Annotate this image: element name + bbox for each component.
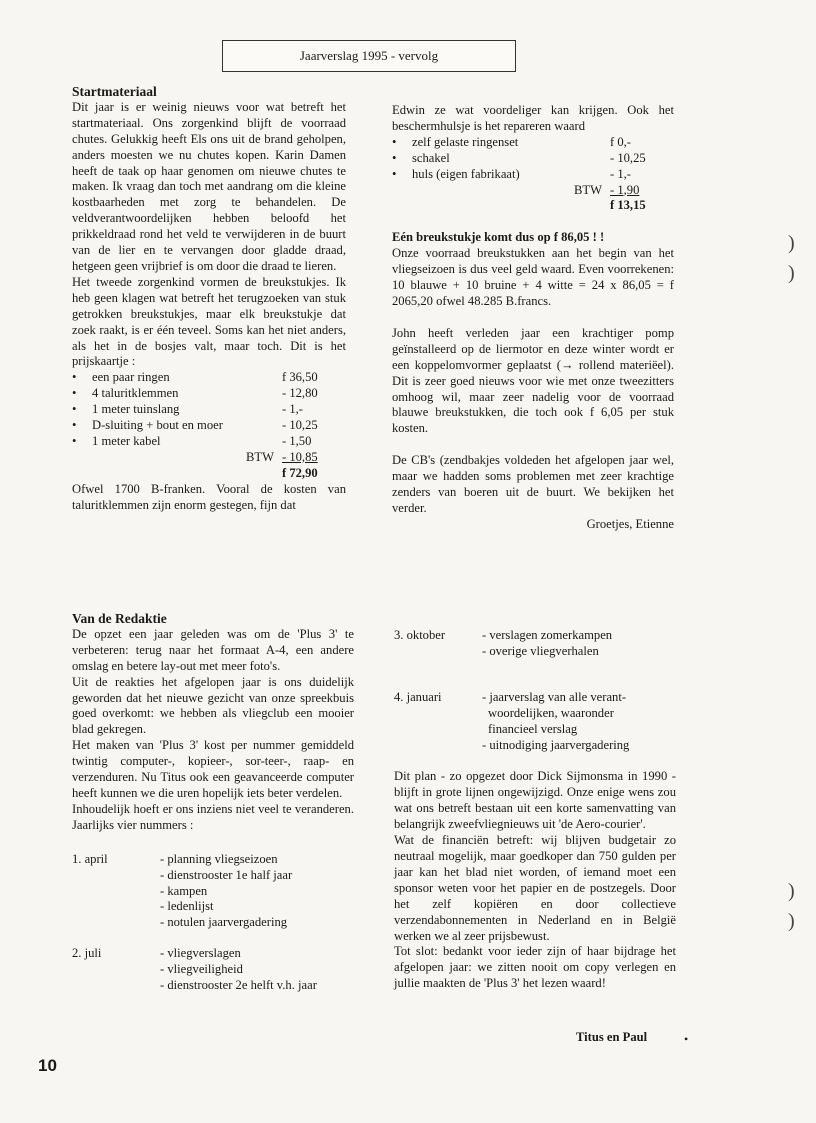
paragraph: Dit jaar is er weinig nieuws voor wat betreft het startmateriaal. Ons zorgenkind blijft de voorraad chutes. Gelukkig heeft Els ons uit de brand geholpen, anders moesten we nu chutes kopen. Karin Damen heeft de taak op haar genomen om nieuwe chutes te maken. Ik vraag dan toch met aandrang om die kleine kostbaarheden met zorg te behandelen. De veldverantwoordelijken hebben beloofd het prikkeldraad rond het veld te verwijderen in de buurt van de lier en te vervangen door gladde draad, hetgeen geen vrijbrief is om door die draad te lieren.: [72, 99, 346, 273]
paragraph: Onze voorraad breukstukken aan het begin van het vliegseizoen is dus veel geld waard. Even voorrekenen: 10 blauwe + 10 bruine + 4 witte = 24 x 86,05 = f 2065,20 ofwel 48.285 B.francs.: [392, 246, 674, 308]
schedule-row: 4. januari - jaarverslag van alle verant-: [394, 689, 627, 704]
signoff-etienne: Groetjes, Etienne: [586, 516, 674, 531]
list-item: • 1 meter kabel - 1,50: [72, 433, 312, 448]
section-title-start: Startmateriaal: [72, 84, 157, 99]
paragraph: Tot slot: bedankt voor ieder zijn of haar bijdrage het afgelopen jaar: we zitten nooit om copy verlegen en jullie maakten de 'Plus 3' het lezen waard!: [394, 944, 676, 991]
list-item: • D-sluiting + bout en moer - 10,25: [72, 418, 318, 433]
bullet-icon: •: [72, 370, 77, 385]
binding-mark-icon: ): [788, 232, 795, 254]
list-item: • 1 meter tuinslang - 1,-: [72, 402, 303, 417]
total-row: f 72,90: [282, 465, 318, 480]
bullet-icon: •: [72, 386, 77, 401]
list-item: • 4 taluritklemmen - 12,80: [72, 386, 318, 401]
running-header: [222, 40, 516, 72]
schedule-row: 2. juli - vliegverslagen: [72, 946, 241, 961]
list-item: • een paar ringen f 36,50: [72, 370, 318, 385]
schedule-row: 1. april - planning vliegseizoen: [72, 851, 278, 866]
list-item: • zelf gelaste ringenset f 0,-: [392, 134, 631, 149]
redaktie-continued: [394, 628, 676, 992]
page-number: 10: [38, 1056, 57, 1075]
price-list: [72, 370, 346, 481]
total-row: f 13,15: [610, 198, 646, 213]
bullet-icon: •: [392, 134, 397, 149]
bullet-icon: •: [72, 418, 77, 433]
list-item: • schakel - 10,25: [392, 150, 646, 165]
schedule-row: 3. oktober - verslagen zomerkampen: [394, 628, 613, 642]
bullet-icon: •: [392, 166, 397, 181]
binding-mark-icon: ): [788, 262, 795, 284]
paragraph: De opzet een jaar geleden was om de 'Plus 3' te verbeteren: terug naar het formaat A-4, een andere omslag en betere lay-out met meer foto's.: [72, 626, 354, 673]
schedule-right: 3. oktober - verslagen zomerkampen - overige vliegverhalen 4. januari - jaarverslag van alle verant- woordelijken, waaronder financieel verslag - uitnodiging jaarvergadering: [394, 628, 676, 753]
paragraph: Inhoudelijk hoeft er ons inziens niet veel te veranderen. Jaarlijks vier nummers :: [72, 801, 354, 832]
start-section: [72, 84, 346, 513]
bullet-icon: •: [72, 433, 77, 448]
section-title-redaktie: Van de Redaktie: [72, 611, 167, 626]
stray-mark: •: [684, 1032, 689, 1046]
binding-mark-icon: ): [788, 880, 795, 902]
paragraph: John heeft verleden jaar een krachtiger pomp geïnstalleerd op de liermotor en deze winter wordt er een koppelomvormer geplaatst (→ rollend materiëel). Dit is zeer goed nieuws voor wie met onze tweezitters omhoog wil, maar zeer nadelig voor de voorraad blauwe breukstukken, die toch ook f 6,05 per stuk kosten.: [392, 325, 674, 436]
paragraph: Ofwel 1700 B-franken. Vooral de kosten van taluritklemmen zijn enorm gestegen, fijn dat: [72, 481, 346, 512]
signoff-titus-paul: Titus en Paul: [576, 1030, 648, 1044]
breukstukje-heading: Eén breukstukje komt dus op f 86,05 ! !: [392, 230, 605, 245]
header-title: Jaarverslag 1995 - vervolg: [299, 48, 439, 63]
paragraph: Wat de financiën betreft: wij blijven budgetair zo neutraal mogelijk, maar goedkoper dan 750 gulden per jaar kan het blad niet worden, of iemand moet een sponsor weten voor het papier en de postzegels. Door het zelf kopiëren en door collectieve verzendabonnementen in Nederland en in België werken we al zeer prijsbewust.: [394, 833, 676, 943]
list-item: • huls (eigen fabrikaat) - 1,-: [392, 166, 631, 181]
paragraph: Het maken van 'Plus 3' kost per nummer gemiddeld twintig computer-, kopieer-, sor-teer-, raap- en verzenduren. Nu Titus ook een geavanceerde computer heeft kunnen we die uren hopelijk iets beter verdelen.: [72, 738, 354, 800]
paragraph: Het tweede zorgenkind vormen de breukstukjes. Ik heb geen klagen wat betreft het terugzoeken van stuk getrokken breukstukjes, maar elk breukstukje dat zoek raakt, is er één teveel. Soms kan het niet anders, als het in de bosjes valt, maar toch. Dit is het prijskaartje :: [72, 274, 346, 369]
paragraph: De CB's (zendbakjes voldeden het afgelopen jaar wel, maar we hadden soms problemen met zeer krachtige zenders van boeren uit de buurt. We bekijken het verder.: [392, 453, 674, 515]
paragraph: Uit de reakties het afgelopen jaar is ons duidelijk geworden dat het nieuwe gezicht van onze spreekbuis goed overkomt: we hebben als vliegclub een mooier blad gekregen.: [72, 674, 354, 737]
redaktie-section: [72, 611, 354, 994]
btw-row: BTW - 10,85: [246, 449, 318, 464]
paragraph: Dit plan - zo opgezet door Dick Sijmonsma in 1990 - blijft in grote lijnen ongewijzigd. Onze enige wens zou wat ons betreft bestaan uit een korte samenvatting van belangrijk zweefvliegnieuws uit 'de Aero-courier'.: [394, 769, 676, 832]
bullet-icon: •: [392, 150, 397, 165]
start-continued: [392, 103, 674, 533]
btw-row: BTW - 1,90: [574, 182, 640, 197]
schedule-left: 1. april - planning vliegseizoen - dienstrooster 1e half jaar - kampen - ledenlijst - notulen jaarvergadering 2. juli - vliegverslagen - vliegveiligheid - dienstrooster 2e helft v.h. jaar: [72, 852, 354, 994]
binding-mark-icon: ): [788, 910, 795, 932]
paragraph: Edwin ze wat voordeliger kan krijgen. Ook het beschermhulsje is het repareren waard: [392, 103, 674, 133]
price-list: [392, 135, 674, 215]
bullet-icon: •: [72, 402, 77, 417]
